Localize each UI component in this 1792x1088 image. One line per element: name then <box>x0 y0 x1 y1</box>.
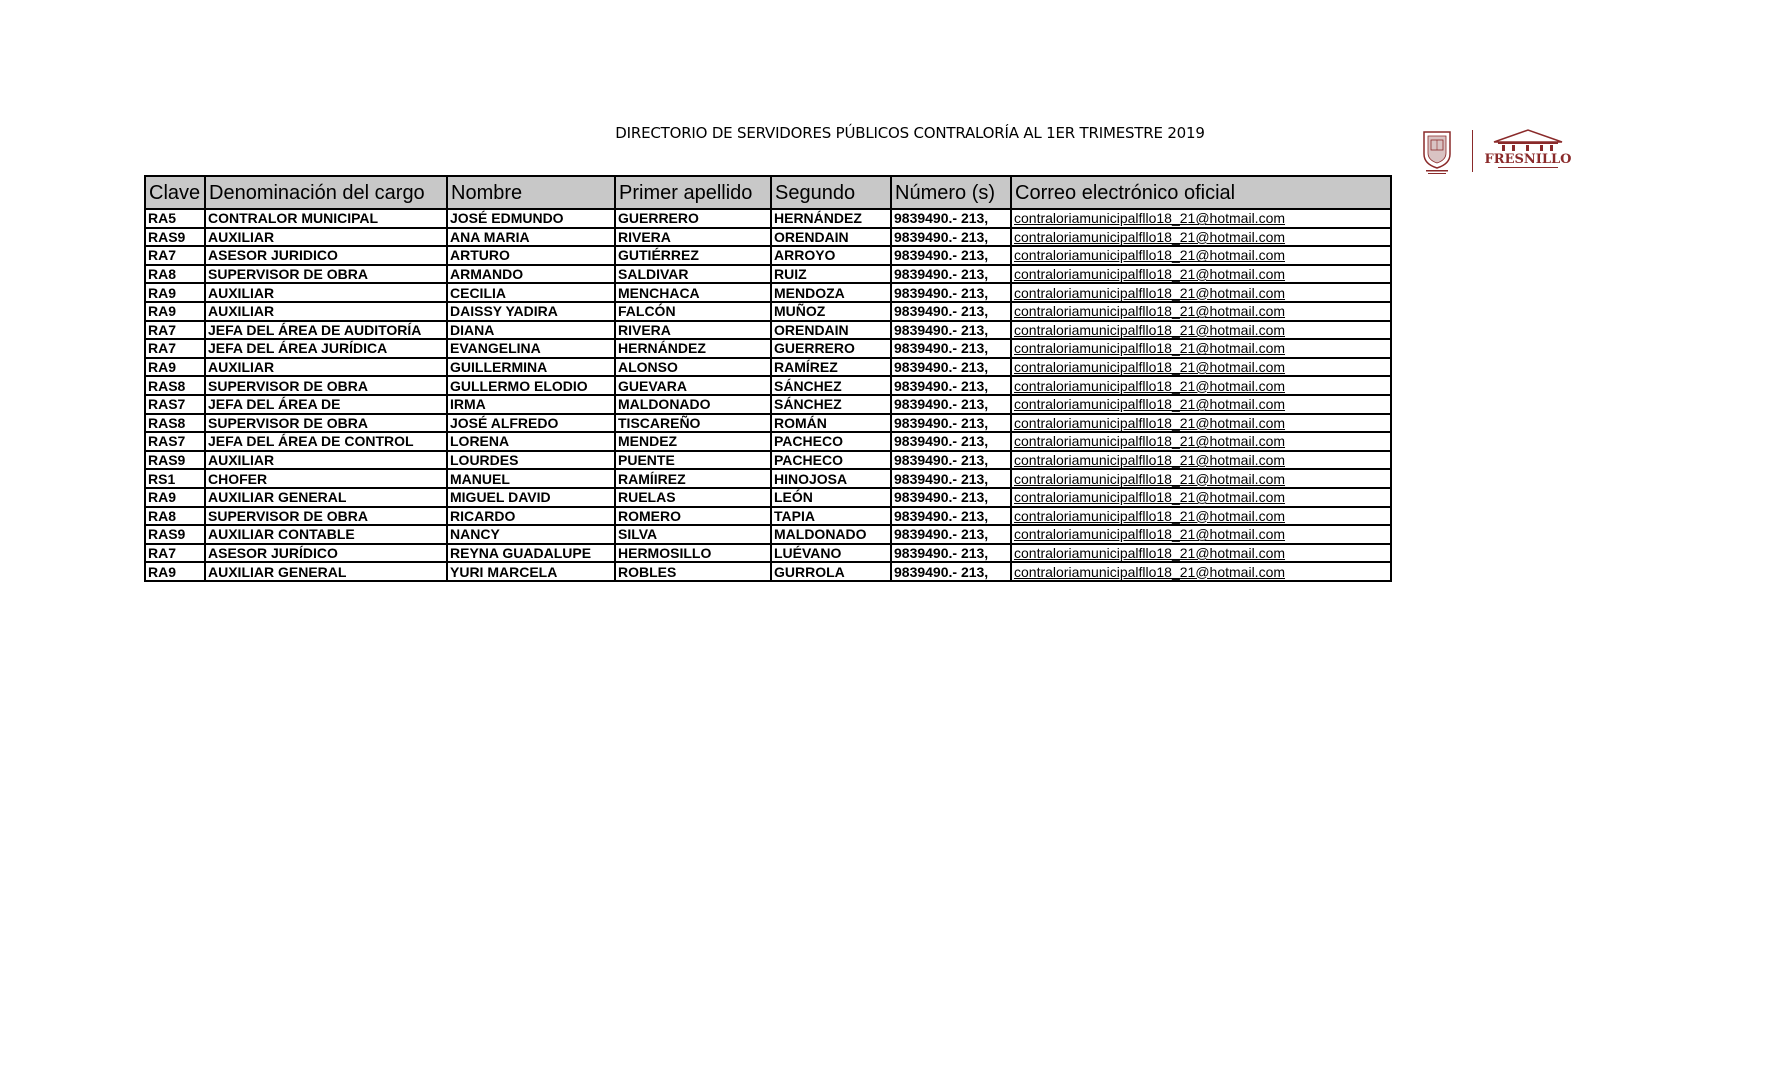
cell-nombre: JOSÉ ALFREDO <box>447 414 615 433</box>
cell-cargo: SUPERVISOR DE OBRA <box>205 507 447 526</box>
cell-clave: RAS8 <box>145 376 205 395</box>
cell-clave: RA7 <box>145 321 205 340</box>
cell-correo[interactable]: contraloriamunicipalfllo18_21@hotmail.com <box>1011 228 1391 247</box>
cell-numero: 9839490.- 213, <box>891 507 1011 526</box>
table-row <box>145 469 1391 488</box>
cell-correo[interactable]: contraloriamunicipalfllo18_21@hotmail.com <box>1011 507 1391 526</box>
column-header-primer-apellido: Primer apellido <box>615 176 771 209</box>
cell-numero: 9839490.- 213, <box>891 246 1011 265</box>
cell-clave: RAS8 <box>145 414 205 433</box>
cell-correo[interactable]: contraloriamunicipalfllo18_21@hotmail.com <box>1011 414 1391 433</box>
cell-clave: RS1 <box>145 469 205 488</box>
cell-primer-apellido: ROBLES <box>615 562 771 581</box>
cell-correo[interactable]: contraloriamunicipalfllo18_21@hotmail.com <box>1011 488 1391 507</box>
cell-nombre: IRMA <box>447 395 615 414</box>
table-row <box>145 246 1391 265</box>
cell-segundo: MENDOZA <box>771 283 891 302</box>
table-row <box>145 376 1391 395</box>
cell-primer-apellido: FALCÓN <box>615 302 771 321</box>
cell-clave: RAS9 <box>145 525 205 544</box>
cell-cargo: JEFA DEL ÁREA DE CONTROL <box>205 432 447 451</box>
cell-primer-apellido: GUTIÉRREZ <box>615 246 771 265</box>
cell-nombre: LORENA <box>447 432 615 451</box>
cell-nombre: NANCY <box>447 525 615 544</box>
table-row <box>145 544 1391 563</box>
cell-segundo: MUÑOZ <box>771 302 891 321</box>
cell-nombre: GUILLERMINA <box>447 358 615 377</box>
table-row <box>145 339 1391 358</box>
cell-clave: RA8 <box>145 507 205 526</box>
table-row <box>145 488 1391 507</box>
cell-clave: RA5 <box>145 209 205 228</box>
cell-clave: RAS9 <box>145 228 205 247</box>
table-row <box>145 451 1391 470</box>
cell-primer-apellido: SILVA <box>615 525 771 544</box>
cell-numero: 9839490.- 213, <box>891 339 1011 358</box>
column-header-nombre: Nombre <box>447 176 615 209</box>
cell-primer-apellido: MENCHACA <box>615 283 771 302</box>
municipal-seal-icon <box>1420 126 1454 176</box>
cell-nombre: EVANGELINA <box>447 339 615 358</box>
table-row <box>145 321 1391 340</box>
table-row <box>145 395 1391 414</box>
cell-segundo: LEÓN <box>771 488 891 507</box>
cell-numero: 9839490.- 213, <box>891 209 1011 228</box>
cell-correo[interactable]: contraloriamunicipalfllo18_21@hotmail.com <box>1011 376 1391 395</box>
cell-segundo: SÁNCHEZ <box>771 395 891 414</box>
cell-cargo: SUPERVISOR DE OBRA <box>205 414 447 433</box>
cell-clave: RA7 <box>145 339 205 358</box>
cell-segundo: PACHECO <box>771 432 891 451</box>
table-row <box>145 525 1391 544</box>
cell-nombre: REYNA GUADALUPE <box>447 544 615 563</box>
cell-clave: RA9 <box>145 358 205 377</box>
cell-segundo: MALDONADO <box>771 525 891 544</box>
table-row <box>145 507 1391 526</box>
cell-primer-apellido: TISCAREÑO <box>615 414 771 433</box>
cell-primer-apellido: PUENTE <box>615 451 771 470</box>
cell-nombre: MIGUEL DAVID <box>447 488 615 507</box>
cell-correo[interactable]: contraloriamunicipalfllo18_21@hotmail.com <box>1011 544 1391 563</box>
cell-segundo: GUERRERO <box>771 339 891 358</box>
cell-numero: 9839490.- 213, <box>891 432 1011 451</box>
table-row <box>145 302 1391 321</box>
cell-cargo: AUXILIAR GENERAL <box>205 562 447 581</box>
cell-cargo: CONTRALOR MUNICIPAL <box>205 209 447 228</box>
cell-nombre: ARTURO <box>447 246 615 265</box>
cell-primer-apellido: RIVERA <box>615 228 771 247</box>
cell-segundo: SÁNCHEZ <box>771 376 891 395</box>
column-header-cargo: Denominación del cargo <box>205 176 447 209</box>
cell-cargo: AUXILIAR <box>205 358 447 377</box>
cell-cargo: AUXILIAR <box>205 228 447 247</box>
cell-correo[interactable]: contraloriamunicipalfllo18_21@hotmail.com <box>1011 209 1391 228</box>
cell-segundo: HERNÁNDEZ <box>771 209 891 228</box>
table-row <box>145 265 1391 284</box>
cell-primer-apellido: RUELAS <box>615 488 771 507</box>
cell-cargo: SUPERVISOR DE OBRA <box>205 265 447 284</box>
cell-correo[interactable]: contraloriamunicipalfllo18_21@hotmail.com <box>1011 562 1391 581</box>
cell-numero: 9839490.- 213, <box>891 544 1011 563</box>
cell-nombre: MANUEL <box>447 469 615 488</box>
cell-numero: 9839490.- 213, <box>891 562 1011 581</box>
cell-segundo: TAPIA <box>771 507 891 526</box>
cell-correo[interactable]: contraloriamunicipalfllo18_21@hotmail.com <box>1011 469 1391 488</box>
cell-primer-apellido: GUEVARA <box>615 376 771 395</box>
cell-primer-apellido: MALDONADO <box>615 395 771 414</box>
brand-name: FRESNILLO <box>1484 152 1572 167</box>
cell-correo[interactable]: contraloriamunicipalfllo18_21@hotmail.com <box>1011 451 1391 470</box>
cell-cargo: AUXILIAR <box>205 283 447 302</box>
fresnillo-logo-icon <box>1480 128 1576 172</box>
cell-nombre: DIANA <box>447 321 615 340</box>
cell-cargo: AUXILIAR CONTABLE <box>205 525 447 544</box>
cell-clave: RA7 <box>145 544 205 563</box>
cell-nombre: DAISSY YADIRA <box>447 302 615 321</box>
cell-nombre: ARMANDO <box>447 265 615 284</box>
cell-correo[interactable]: contraloriamunicipalfllo18_21@hotmail.com <box>1011 265 1391 284</box>
cell-primer-apellido: RIVERA <box>615 321 771 340</box>
cell-segundo: LUÉVANO <box>771 544 891 563</box>
cell-cargo: JEFA DEL ÁREA DE AUDITORÍA <box>205 321 447 340</box>
cell-nombre: LOURDES <box>447 451 615 470</box>
cell-cargo: ASESOR JURIDICO <box>205 246 447 265</box>
cell-nombre: YURI MARCELA <box>447 562 615 581</box>
cell-numero: 9839490.- 213, <box>891 395 1011 414</box>
logo-divider <box>1472 130 1473 172</box>
table-row <box>145 209 1391 228</box>
cell-segundo: ORENDAIN <box>771 321 891 340</box>
cell-segundo: HINOJOSA <box>771 469 891 488</box>
cell-clave: RA8 <box>145 265 205 284</box>
table-row <box>145 432 1391 451</box>
table-header-row <box>145 176 1391 209</box>
header-logos <box>1418 126 1578 178</box>
cell-clave: RAS9 <box>145 451 205 470</box>
cell-clave: RAS7 <box>145 395 205 414</box>
cell-segundo: PACHECO <box>771 451 891 470</box>
cell-segundo: RAMÍREZ <box>771 358 891 377</box>
directory-table <box>144 175 1392 582</box>
cell-cargo: JEFA DEL ÁREA JURÍDICA <box>205 339 447 358</box>
cell-clave: RA7 <box>145 246 205 265</box>
table-row <box>145 562 1391 581</box>
cell-correo[interactable]: contraloriamunicipalfllo18_21@hotmail.com <box>1011 395 1391 414</box>
cell-numero: 9839490.- 213, <box>891 358 1011 377</box>
cell-cargo: AUXILIAR <box>205 451 447 470</box>
cell-correo[interactable]: contraloriamunicipalfllo18_21@hotmail.com <box>1011 339 1391 358</box>
cell-segundo: ORENDAIN <box>771 228 891 247</box>
cell-primer-apellido: HERMOSILLO <box>615 544 771 563</box>
cell-correo[interactable]: contraloriamunicipalfllo18_21@hotmail.com <box>1011 246 1391 265</box>
cell-cargo: AUXILIAR <box>205 302 447 321</box>
cell-numero: 9839490.- 213, <box>891 525 1011 544</box>
cell-segundo: GURROLA <box>771 562 891 581</box>
cell-segundo: ARROYO <box>771 246 891 265</box>
cell-clave: RA9 <box>145 302 205 321</box>
cell-correo[interactable]: contraloriamunicipalfllo18_21@hotmail.com <box>1011 321 1391 340</box>
cell-nombre: RICARDO <box>447 507 615 526</box>
cell-clave: RA9 <box>145 488 205 507</box>
column-header-clave: Clave <box>145 176 205 209</box>
cell-correo[interactable]: contraloriamunicipalfllo18_21@hotmail.com <box>1011 283 1391 302</box>
cell-segundo: ROMÁN <box>771 414 891 433</box>
cell-cargo: CHOFER <box>205 469 447 488</box>
cell-cargo: ASESOR JURÍDICO <box>205 544 447 563</box>
cell-numero: 9839490.- 213, <box>891 228 1011 247</box>
cell-nombre: ANA MARIA <box>447 228 615 247</box>
column-header-numero: Número (s) <box>891 176 1011 209</box>
cell-correo[interactable]: contraloriamunicipalfllo18_21@hotmail.com <box>1011 525 1391 544</box>
cell-primer-apellido: ALONSO <box>615 358 771 377</box>
table-row <box>145 358 1391 377</box>
cell-cargo: SUPERVISOR DE OBRA <box>205 376 447 395</box>
cell-cargo: JEFA DEL ÁREA DE <box>205 395 447 414</box>
table-row <box>145 283 1391 302</box>
table-row <box>145 228 1391 247</box>
cell-clave: RA9 <box>145 562 205 581</box>
cell-numero: 9839490.- 213, <box>891 302 1011 321</box>
cell-correo[interactable]: contraloriamunicipalfllo18_21@hotmail.com <box>1011 302 1391 321</box>
cell-primer-apellido: MENDEZ <box>615 432 771 451</box>
cell-primer-apellido: ROMERO <box>615 507 771 526</box>
table-body <box>145 209 1391 581</box>
cell-correo[interactable]: contraloriamunicipalfllo18_21@hotmail.com <box>1011 358 1391 377</box>
table-row <box>145 414 1391 433</box>
cell-primer-apellido: RAMÍIREZ <box>615 469 771 488</box>
column-header-segundo: Segundo <box>771 176 891 209</box>
cell-numero: 9839490.- 213, <box>891 414 1011 433</box>
cell-nombre: JOSÉ EDMUNDO <box>447 209 615 228</box>
cell-primer-apellido: SALDIVAR <box>615 265 771 284</box>
cell-segundo: RUIZ <box>771 265 891 284</box>
cell-primer-apellido: GUERRERO <box>615 209 771 228</box>
cell-nombre: CECILIA <box>447 283 615 302</box>
cell-numero: 9839490.- 213, <box>891 265 1011 284</box>
cell-primer-apellido: HERNÁNDEZ <box>615 339 771 358</box>
cell-clave: RAS7 <box>145 432 205 451</box>
cell-cargo: AUXILIAR GENERAL <box>205 488 447 507</box>
column-header-correo: Correo electrónico oficial <box>1011 176 1391 209</box>
cell-numero: 9839490.- 213, <box>891 451 1011 470</box>
cell-numero: 9839490.- 213, <box>891 283 1011 302</box>
cell-correo[interactable]: contraloriamunicipalfllo18_21@hotmail.com <box>1011 432 1391 451</box>
cell-numero: 9839490.- 213, <box>891 469 1011 488</box>
cell-nombre: GULLERMO ELODIO <box>447 376 615 395</box>
cell-numero: 9839490.- 213, <box>891 488 1011 507</box>
page-title: DIRECTORIO DE SERVIDORES PÚBLICOS CONTRALORÍA AL 1ER TRIMESTRE 2019 <box>615 124 1205 142</box>
cell-clave: RA9 <box>145 283 205 302</box>
cell-numero: 9839490.- 213, <box>891 321 1011 340</box>
cell-numero: 9839490.- 213, <box>891 376 1011 395</box>
